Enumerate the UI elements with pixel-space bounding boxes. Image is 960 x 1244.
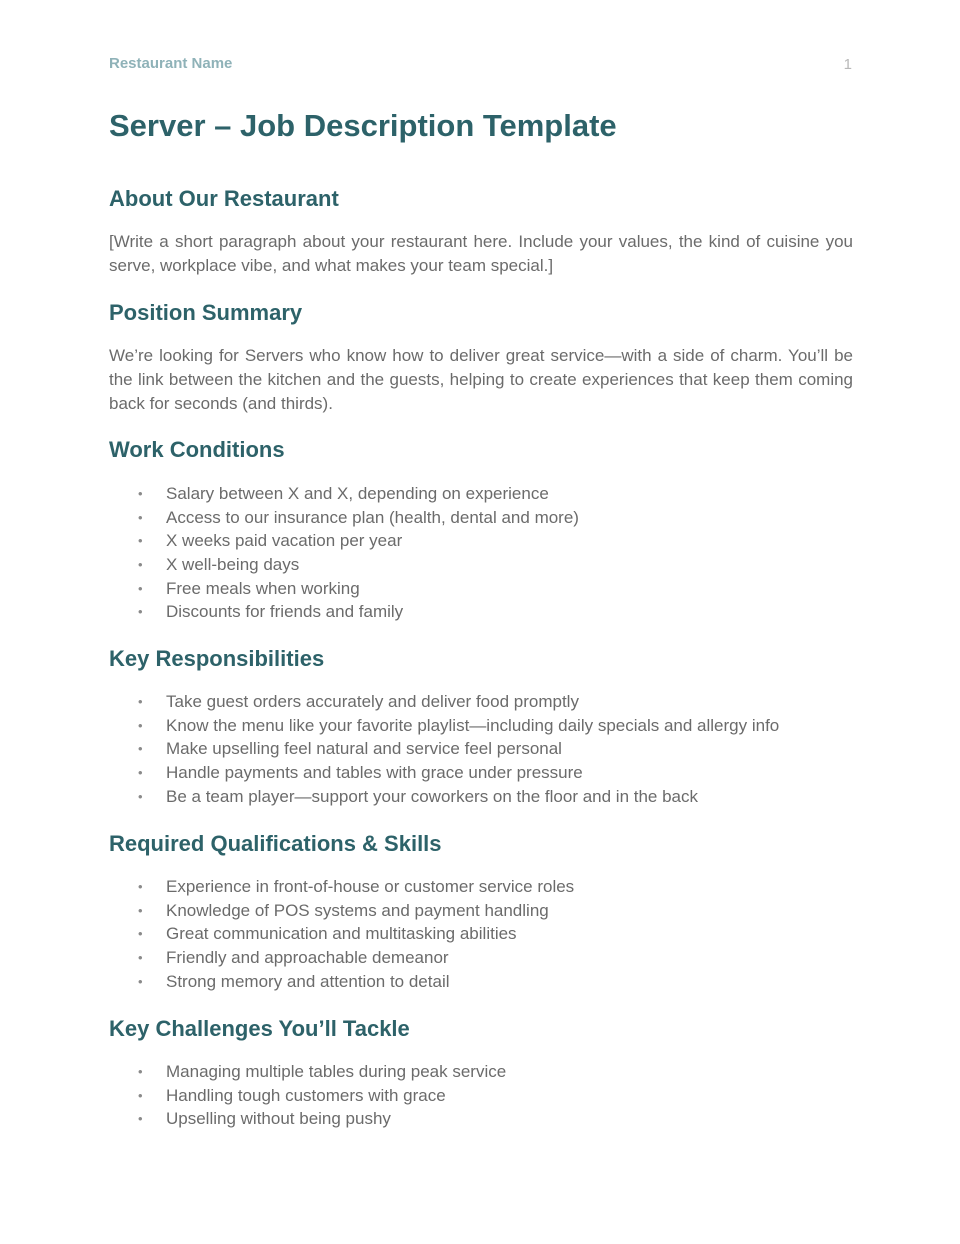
bullet-icon: • bbox=[138, 1087, 143, 1103]
responsibilities-list bbox=[109, 690, 853, 808]
list-item-text: Friendly and approachable demeanor bbox=[166, 948, 449, 968]
document-title: Server – Job Description Template bbox=[109, 108, 617, 143]
bullet-icon: • bbox=[138, 879, 143, 894]
bullet-icon: • bbox=[138, 902, 143, 918]
bullet-icon: • bbox=[138, 950, 143, 966]
bullet-icon: • bbox=[138, 580, 143, 596]
bullet-icon: • bbox=[138, 973, 143, 989]
list-item-text: Experience in front-of-house or customer service roles bbox=[166, 877, 575, 896]
list-item-text: Discounts for friends and family bbox=[166, 602, 404, 622]
section-heading-qualifications: Required Qualifications & Skills bbox=[109, 831, 442, 856]
bullet-icon: • bbox=[138, 557, 143, 573]
list-item-text: X weeks paid vacation per year bbox=[166, 531, 403, 551]
list-item bbox=[109, 529, 853, 553]
bullet-icon: • bbox=[138, 765, 143, 781]
list-item-text: Managing multiple tables during peak service bbox=[166, 1062, 507, 1081]
list-item-text: Handle payments and tables with grace under pressure bbox=[166, 763, 583, 783]
list-item bbox=[109, 600, 853, 624]
bullet-icon: • bbox=[138, 926, 143, 942]
list-item bbox=[109, 761, 853, 785]
list-item-text: Knowledge of POS systems and payment handling bbox=[166, 900, 549, 920]
bullet-icon: • bbox=[138, 717, 143, 733]
bullet-icon: • bbox=[138, 533, 143, 549]
qualifications-list bbox=[109, 875, 853, 993]
list-item bbox=[109, 737, 853, 761]
list-item bbox=[109, 875, 853, 899]
bullet-icon: • bbox=[138, 509, 143, 525]
list-item bbox=[109, 1060, 853, 1084]
list-item bbox=[109, 1107, 853, 1131]
list-item-text: Handling tough customers with grace bbox=[166, 1085, 446, 1105]
list-item-text: Free meals when working bbox=[166, 578, 360, 598]
section-heading-key-challenges: Key Challenges You’ll Tackle bbox=[109, 1016, 410, 1041]
list-item bbox=[109, 899, 853, 923]
list-item-text: Strong memory and attention to detail bbox=[166, 971, 450, 991]
page-number: 1 bbox=[843, 56, 852, 73]
list-item bbox=[109, 482, 853, 506]
list-item-text: Upselling without being pushy bbox=[166, 1109, 391, 1129]
list-item-text: X well-being days bbox=[166, 555, 300, 575]
list-item-text: Know the menu like your favorite playlist—including daily specials and allergy info bbox=[166, 715, 780, 735]
header-restaurant-name: Restaurant Name bbox=[109, 55, 233, 72]
list-item bbox=[109, 970, 853, 994]
list-item bbox=[109, 506, 853, 530]
list-item bbox=[109, 922, 853, 946]
bullet-icon: • bbox=[138, 1064, 143, 1079]
work-conditions-list bbox=[109, 482, 853, 624]
about-paragraph: [Write a short paragraph about your restaurant here. Include your values, the kind of cuisine you serve, workplace vibe, and what makes your team special.] bbox=[109, 232, 853, 275]
list-item bbox=[109, 553, 853, 577]
list-item-text: Make upselling feel natural and service feel personal bbox=[166, 739, 562, 759]
list-item-text: Great communication and multitasking abilities bbox=[166, 924, 517, 944]
bullet-icon: • bbox=[138, 486, 143, 501]
bullet-icon: • bbox=[138, 1111, 143, 1127]
position-summary-paragraph: We’re looking for Servers who know how to deliver great service—with a side of charm. You’ll be the link between the kitchen and the guests, helping to create experiences that keep them coming back for seconds (and thirds). bbox=[109, 346, 853, 413]
challenges-list bbox=[109, 1060, 853, 1131]
list-item bbox=[109, 946, 853, 970]
section-heading-key-responsibilities: Key Responsibilities bbox=[109, 646, 325, 671]
list-item bbox=[109, 690, 853, 714]
bullet-icon: • bbox=[138, 741, 143, 757]
section-heading-position-summary: Position Summary bbox=[109, 300, 303, 325]
list-item-text: Salary between X and X, depending on experience bbox=[166, 484, 549, 503]
list-item bbox=[109, 577, 853, 601]
section-heading-work-conditions: Work Conditions bbox=[109, 437, 285, 462]
section-heading-about: About Our Restaurant bbox=[109, 186, 339, 211]
list-item bbox=[109, 785, 853, 809]
list-item bbox=[109, 714, 853, 738]
list-item bbox=[109, 1084, 853, 1108]
list-item-text: Access to our insurance plan (health, dental and more) bbox=[166, 507, 579, 527]
bullet-icon: • bbox=[138, 788, 143, 804]
list-item-text: Take guest orders accurately and deliver food promptly bbox=[166, 692, 579, 711]
list-item-text: Be a team player—support your coworkers on the floor and in the back bbox=[166, 786, 699, 806]
bullet-icon: • bbox=[138, 694, 143, 709]
bullet-icon: • bbox=[138, 604, 143, 620]
